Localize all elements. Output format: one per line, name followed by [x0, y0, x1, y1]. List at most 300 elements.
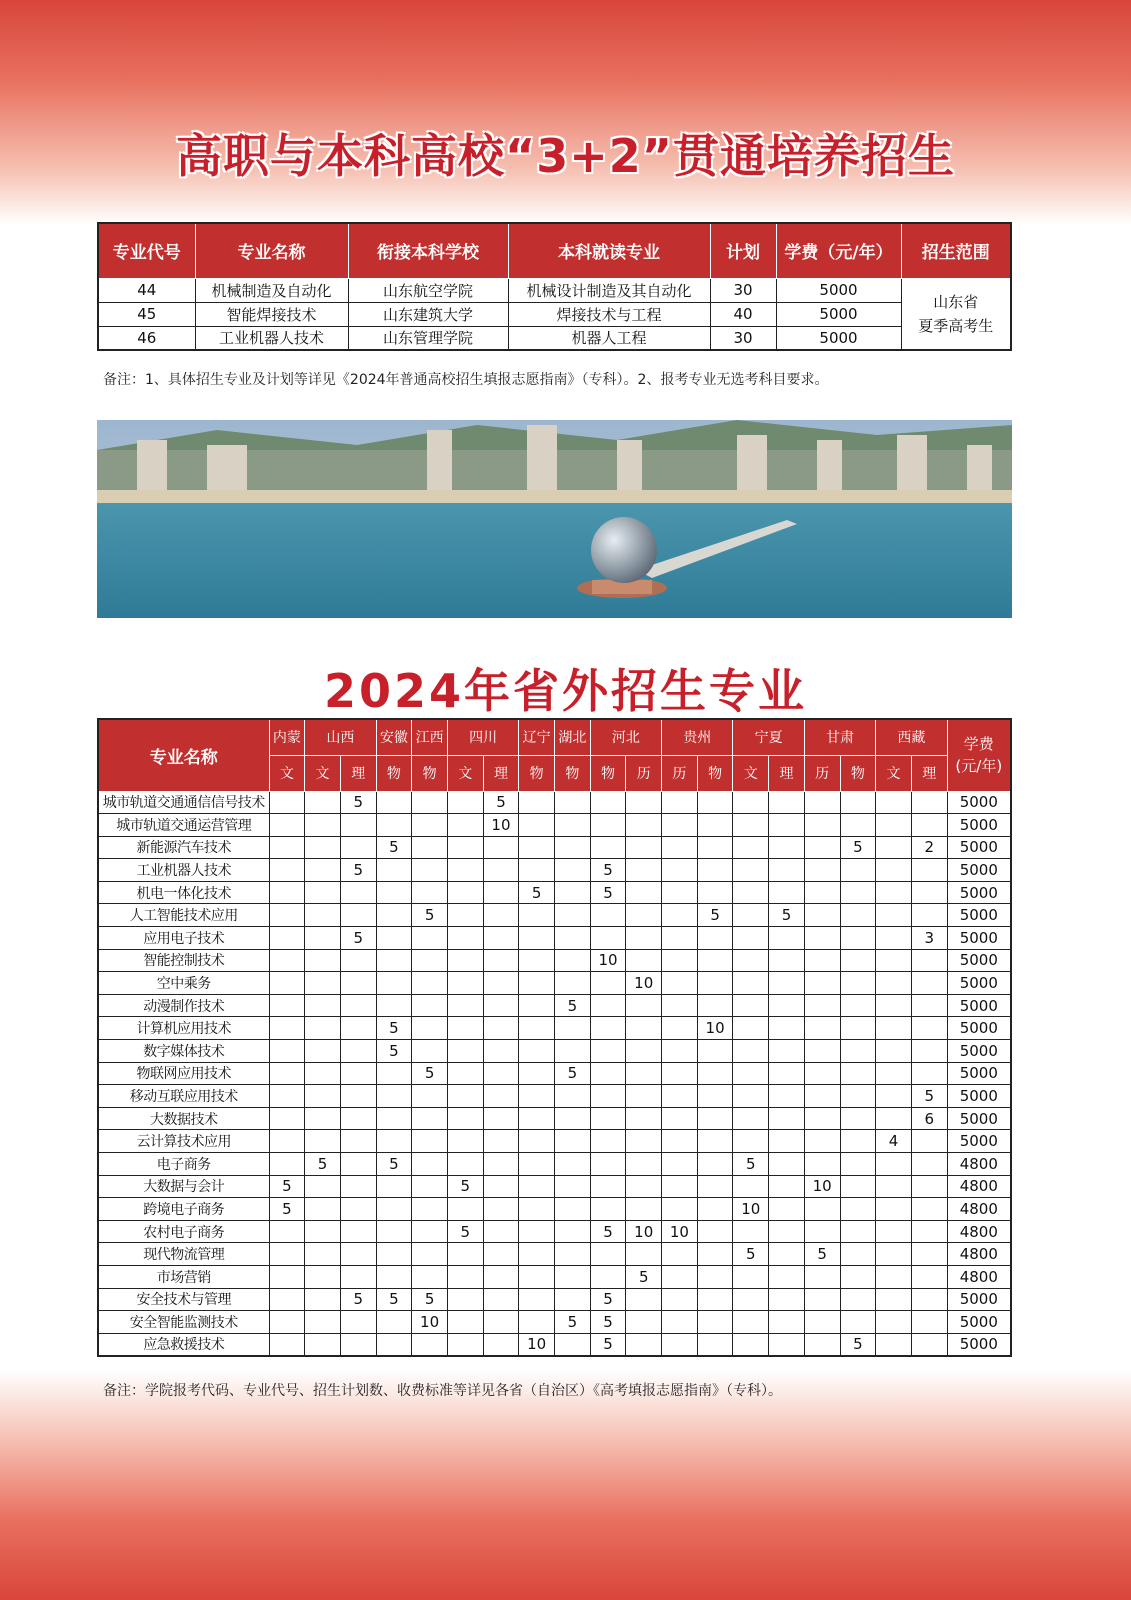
quota-cell — [483, 1153, 519, 1176]
quota-cell — [483, 1017, 519, 1040]
quota-cell — [305, 904, 341, 927]
quota-cell — [376, 972, 412, 995]
quota-cell — [483, 1243, 519, 1266]
quota-cell: 10 — [662, 1220, 698, 1243]
quota-cell — [412, 1153, 448, 1176]
quota-cell — [804, 1085, 840, 1108]
quota-cell — [412, 836, 448, 859]
table-row — [98, 1040, 1011, 1063]
quota-cell — [483, 1175, 519, 1198]
quota-cell — [447, 1017, 483, 1040]
quota-cell — [876, 1040, 912, 1063]
quota-cell: 10 — [483, 814, 519, 837]
major-name: 新能源汽车技术 — [98, 836, 269, 859]
quota-cell — [662, 859, 698, 882]
quota-cell — [340, 949, 376, 972]
quota-cell — [804, 1198, 840, 1221]
quota-cell — [340, 1040, 376, 1063]
subject-header: 文 — [305, 755, 341, 791]
column-header: 专业代号 — [98, 223, 195, 278]
fee-cell: 5000 — [947, 994, 1011, 1017]
major-name: 计算机应用技术 — [98, 1017, 269, 1040]
table-row — [98, 1153, 1011, 1176]
subject-header: 物 — [412, 755, 448, 791]
subject-header: 理 — [911, 755, 947, 791]
table-cell: 焊接技术与工程 — [508, 302, 710, 326]
quota-cell: 5 — [376, 1153, 412, 1176]
column-header: 本科就读专业 — [508, 223, 710, 278]
quota-cell — [840, 1198, 876, 1221]
quota-cell — [876, 972, 912, 995]
quota-cell — [447, 881, 483, 904]
fee-cell: 5000 — [947, 927, 1011, 950]
quota-cell — [447, 1153, 483, 1176]
quota-cell — [519, 1017, 555, 1040]
quota-cell — [590, 814, 626, 837]
major-name: 安全智能监测技术 — [98, 1311, 269, 1334]
quota-cell — [911, 1333, 947, 1356]
quota-cell — [840, 1311, 876, 1334]
joint-program-table — [97, 222, 1012, 351]
quota-cell — [519, 1107, 555, 1130]
table-cell: 机械设计制造及其自动化 — [508, 278, 710, 302]
quota-cell — [697, 1153, 733, 1176]
major-name: 人工智能技术应用 — [98, 904, 269, 927]
table-row — [98, 1311, 1011, 1334]
major-name: 智能控制技术 — [98, 949, 269, 972]
table-row — [98, 1107, 1011, 1130]
quota-cell — [519, 1265, 555, 1288]
quota-cell — [519, 949, 555, 972]
section1-title: 高职与本科高校“3+2”贯通培养招生 — [175, 129, 956, 183]
quota-cell — [483, 859, 519, 882]
quota-cell — [769, 1311, 805, 1334]
quota-cell — [590, 994, 626, 1017]
quota-cell — [733, 904, 769, 927]
quota-cell — [447, 994, 483, 1017]
quota-cell — [626, 1153, 662, 1176]
quota-cell — [305, 1333, 341, 1356]
quota-cell: 10 — [804, 1175, 840, 1198]
quota-cell — [483, 1062, 519, 1085]
quota-cell: 10 — [733, 1198, 769, 1221]
subject-header: 物 — [555, 755, 591, 791]
table-row — [98, 1243, 1011, 1266]
quota-cell — [305, 994, 341, 1017]
table-cell: 智能焊接技术 — [195, 302, 348, 326]
fee-cell: 5000 — [947, 791, 1011, 814]
quota-cell — [840, 972, 876, 995]
quota-cell — [305, 1107, 341, 1130]
major-name: 物联网应用技术 — [98, 1062, 269, 1085]
quota-cell — [626, 1243, 662, 1266]
fee-cell: 5000 — [947, 1107, 1011, 1130]
quota-cell — [733, 1220, 769, 1243]
province-header: 西藏 — [876, 719, 947, 755]
quota-cell — [376, 904, 412, 927]
quota-cell — [376, 1198, 412, 1221]
quota-cell — [662, 1311, 698, 1334]
quota-cell — [519, 1040, 555, 1063]
quota-cell — [305, 949, 341, 972]
quota-cell — [305, 1311, 341, 1334]
quota-cell: 5 — [483, 791, 519, 814]
subject-header: 历 — [662, 755, 698, 791]
table-row — [98, 1265, 1011, 1288]
quota-cell — [590, 1265, 626, 1288]
quota-cell — [769, 1085, 805, 1108]
quota-cell — [555, 949, 591, 972]
province-header: 宁夏 — [733, 719, 804, 755]
quota-cell — [340, 1220, 376, 1243]
quota-cell — [876, 1085, 912, 1108]
table-row — [98, 1017, 1011, 1040]
quota-cell — [590, 1085, 626, 1108]
quota-cell — [876, 1288, 912, 1311]
quota-cell — [555, 1017, 591, 1040]
quota-cell — [483, 1288, 519, 1311]
column-header: 学费（元/年） — [776, 223, 901, 278]
quota-cell — [876, 791, 912, 814]
quota-cell — [697, 1130, 733, 1153]
table-row — [98, 949, 1011, 972]
quota-cell — [804, 1153, 840, 1176]
quota-cell — [733, 1062, 769, 1085]
major-name: 安全技术与管理 — [98, 1288, 269, 1311]
quota-cell — [555, 972, 591, 995]
quota-cell — [626, 904, 662, 927]
major-name: 大数据技术 — [98, 1107, 269, 1130]
fee-cell: 5000 — [947, 1040, 1011, 1063]
subject-header: 物 — [376, 755, 412, 791]
quota-cell: 5 — [340, 1288, 376, 1311]
quota-cell — [555, 1265, 591, 1288]
quota-cell — [483, 1040, 519, 1063]
quota-cell — [662, 972, 698, 995]
quota-cell — [911, 972, 947, 995]
quota-cell — [376, 1085, 412, 1108]
quota-cell — [662, 814, 698, 837]
quota-cell — [626, 814, 662, 837]
quota-cell — [662, 1107, 698, 1130]
quota-cell — [340, 1243, 376, 1266]
quota-cell — [769, 814, 805, 837]
quota-cell — [376, 1333, 412, 1356]
quota-cell: 5 — [555, 994, 591, 1017]
quota-cell — [697, 1107, 733, 1130]
quota-cell — [911, 881, 947, 904]
quota-cell — [590, 1130, 626, 1153]
subject-header: 文 — [876, 755, 912, 791]
quota-cell — [340, 1130, 376, 1153]
quota-cell — [733, 1085, 769, 1108]
quota-cell — [483, 881, 519, 904]
quota-cell — [697, 881, 733, 904]
table-cell: 5000 — [776, 278, 901, 302]
quota-cell — [769, 1175, 805, 1198]
fee-cell: 5000 — [947, 904, 1011, 927]
major-name: 工业机器人技术 — [98, 859, 269, 882]
table-row — [98, 1333, 1011, 1356]
quota-cell — [911, 1243, 947, 1266]
quota-cell: 5 — [376, 1288, 412, 1311]
quota-cell — [733, 1333, 769, 1356]
column-header: 招生范围 — [901, 223, 1011, 278]
quota-cell — [804, 859, 840, 882]
quota-cell: 5 — [840, 1333, 876, 1356]
quota-cell — [483, 836, 519, 859]
table-cell: 工业机器人技术 — [195, 326, 348, 350]
quota-cell — [733, 1130, 769, 1153]
table-row — [98, 1130, 1011, 1153]
quota-cell — [733, 1017, 769, 1040]
quota-cell — [447, 1198, 483, 1221]
quota-cell — [269, 1311, 305, 1334]
quota-cell — [483, 1220, 519, 1243]
province-header: 贵州 — [662, 719, 733, 755]
fee-cell: 5000 — [947, 859, 1011, 882]
quota-cell: 5 — [733, 1243, 769, 1266]
province-header: 内蒙 — [269, 719, 305, 755]
quota-cell — [483, 1107, 519, 1130]
quota-cell — [340, 1198, 376, 1221]
quota-cell — [376, 949, 412, 972]
quota-cell — [804, 972, 840, 995]
quota-cell — [769, 994, 805, 1017]
quota-cell — [305, 1243, 341, 1266]
quota-cell — [911, 904, 947, 927]
quota-cell — [733, 836, 769, 859]
quota-cell — [305, 1220, 341, 1243]
quota-cell — [305, 972, 341, 995]
fee-cell: 4800 — [947, 1153, 1011, 1176]
major-name: 机电一体化技术 — [98, 881, 269, 904]
quota-cell — [911, 791, 947, 814]
quota-cell — [519, 1153, 555, 1176]
quota-cell — [305, 791, 341, 814]
quota-cell — [876, 949, 912, 972]
quota-cell — [626, 836, 662, 859]
quota-cell — [840, 881, 876, 904]
quota-cell — [662, 994, 698, 1017]
quota-cell — [590, 1062, 626, 1085]
quota-cell — [555, 1243, 591, 1266]
table-row — [98, 326, 1011, 350]
quota-cell — [269, 791, 305, 814]
quota-cell — [340, 1175, 376, 1198]
quota-cell — [305, 1017, 341, 1040]
quota-cell — [733, 927, 769, 950]
quota-cell — [840, 927, 876, 950]
quota-cell — [555, 859, 591, 882]
quota-cell — [447, 1311, 483, 1334]
quota-cell — [305, 836, 341, 859]
quota-cell: 5 — [911, 1085, 947, 1108]
table-cell: 30 — [710, 278, 776, 302]
quota-cell — [447, 1107, 483, 1130]
quota-cell: 5 — [412, 1288, 448, 1311]
quota-cell — [519, 791, 555, 814]
quota-cell — [519, 836, 555, 859]
quota-cell — [376, 1130, 412, 1153]
fee-header-line: 学费 — [963, 735, 994, 754]
fee-cell: 5000 — [947, 1311, 1011, 1334]
quota-cell — [804, 1062, 840, 1085]
major-name: 数字媒体技术 — [98, 1040, 269, 1063]
quota-cell — [733, 994, 769, 1017]
quota-cell — [555, 1130, 591, 1153]
quota-cell — [769, 859, 805, 882]
quota-cell — [340, 1153, 376, 1176]
table-cell: 45 — [98, 302, 195, 326]
fee-cell: 4800 — [947, 1265, 1011, 1288]
quota-cell — [590, 1153, 626, 1176]
quota-cell — [697, 1333, 733, 1356]
quota-cell — [697, 1198, 733, 1221]
quota-cell — [626, 994, 662, 1017]
quota-cell — [626, 1130, 662, 1153]
quota-cell: 5 — [519, 881, 555, 904]
quota-cell: 5 — [804, 1243, 840, 1266]
quota-cell — [804, 994, 840, 1017]
quota-cell — [483, 949, 519, 972]
quota-cell — [804, 1288, 840, 1311]
quota-cell — [269, 1265, 305, 1288]
quota-cell — [447, 1040, 483, 1063]
quota-cell — [269, 949, 305, 972]
quota-cell — [340, 1017, 376, 1040]
quota-cell — [769, 1333, 805, 1356]
column-header: 计划 — [710, 223, 776, 278]
quota-cell — [555, 1040, 591, 1063]
quota-cell — [662, 1062, 698, 1085]
quota-cell — [519, 1198, 555, 1221]
subject-header: 文 — [269, 755, 305, 791]
quota-cell — [447, 1333, 483, 1356]
subject-header: 理 — [483, 755, 519, 791]
scope-line: 山东省 — [933, 292, 979, 311]
quota-cell — [804, 1220, 840, 1243]
scope-line: 夏季高考生 — [918, 316, 994, 335]
quota-cell — [769, 927, 805, 950]
quota-cell — [626, 1288, 662, 1311]
quota-cell — [769, 1153, 805, 1176]
fee-header — [947, 719, 1011, 791]
quota-cell: 5 — [626, 1265, 662, 1288]
quota-cell — [876, 859, 912, 882]
quota-cell: 10 — [590, 949, 626, 972]
quota-cell: 5 — [590, 859, 626, 882]
quota-cell — [733, 1311, 769, 1334]
quota-cell — [876, 881, 912, 904]
major-name: 城市轨道交通通信信号技术 — [98, 791, 269, 814]
quota-cell — [305, 881, 341, 904]
quota-cell: 5 — [376, 1040, 412, 1063]
quota-cell — [911, 1220, 947, 1243]
quota-cell — [269, 904, 305, 927]
major-name: 大数据与会计 — [98, 1175, 269, 1198]
quota-cell — [840, 859, 876, 882]
quota-cell — [697, 1040, 733, 1063]
quota-cell — [804, 1130, 840, 1153]
quota-cell — [519, 1062, 555, 1085]
quota-cell: 5 — [269, 1198, 305, 1221]
table-row — [98, 881, 1011, 904]
major-name: 动漫制作技术 — [98, 994, 269, 1017]
quota-cell — [662, 1040, 698, 1063]
quota-cell — [769, 1288, 805, 1311]
quota-cell: 5 — [697, 904, 733, 927]
quota-cell — [626, 1107, 662, 1130]
quota-cell — [269, 1062, 305, 1085]
major-name: 市场营销 — [98, 1265, 269, 1288]
fee-cell: 5000 — [947, 949, 1011, 972]
quota-cell — [911, 1175, 947, 1198]
quota-cell — [626, 927, 662, 950]
table-row — [98, 278, 1011, 302]
subject-header: 物 — [590, 755, 626, 791]
quota-cell — [376, 791, 412, 814]
quota-cell — [447, 1288, 483, 1311]
quota-cell — [590, 1017, 626, 1040]
fee-cell: 5000 — [947, 1288, 1011, 1311]
quota-cell — [305, 859, 341, 882]
quota-cell — [769, 1040, 805, 1063]
table-row — [98, 859, 1011, 882]
quota-cell — [519, 972, 555, 995]
quota-cell — [269, 1017, 305, 1040]
subject-header: 历 — [626, 755, 662, 791]
out-of-province-table — [97, 718, 1012, 1357]
fee-header-line: (元/年) — [955, 757, 1003, 776]
quota-cell — [697, 1311, 733, 1334]
quota-cell — [733, 859, 769, 882]
quota-cell — [376, 1107, 412, 1130]
quota-cell: 5 — [340, 859, 376, 882]
quota-cell — [269, 1085, 305, 1108]
quota-cell — [804, 1333, 840, 1356]
quota-cell: 5 — [412, 1062, 448, 1085]
column-header: 专业名称 — [195, 223, 348, 278]
quota-cell — [555, 1107, 591, 1130]
major-name: 现代物流管理 — [98, 1243, 269, 1266]
quota-cell — [269, 994, 305, 1017]
quota-cell — [876, 1333, 912, 1356]
quota-cell — [376, 859, 412, 882]
quota-cell — [269, 859, 305, 882]
major-name: 移动互联应用技术 — [98, 1085, 269, 1108]
quota-cell — [876, 814, 912, 837]
quota-cell — [733, 1040, 769, 1063]
table-row — [98, 927, 1011, 950]
quota-cell — [697, 1085, 733, 1108]
quota-cell — [340, 994, 376, 1017]
quota-cell — [804, 927, 840, 950]
quota-cell — [876, 1265, 912, 1288]
quota-cell — [340, 1062, 376, 1085]
campus-seaside-photo — [97, 420, 1012, 618]
quota-cell — [555, 1198, 591, 1221]
quota-cell — [447, 1130, 483, 1153]
quota-cell: 5 — [340, 927, 376, 950]
quota-cell — [876, 994, 912, 1017]
quota-cell — [626, 791, 662, 814]
quota-cell — [626, 881, 662, 904]
quota-cell — [876, 1220, 912, 1243]
quota-cell — [876, 1311, 912, 1334]
quota-cell: 2 — [911, 836, 947, 859]
quota-cell — [769, 881, 805, 904]
